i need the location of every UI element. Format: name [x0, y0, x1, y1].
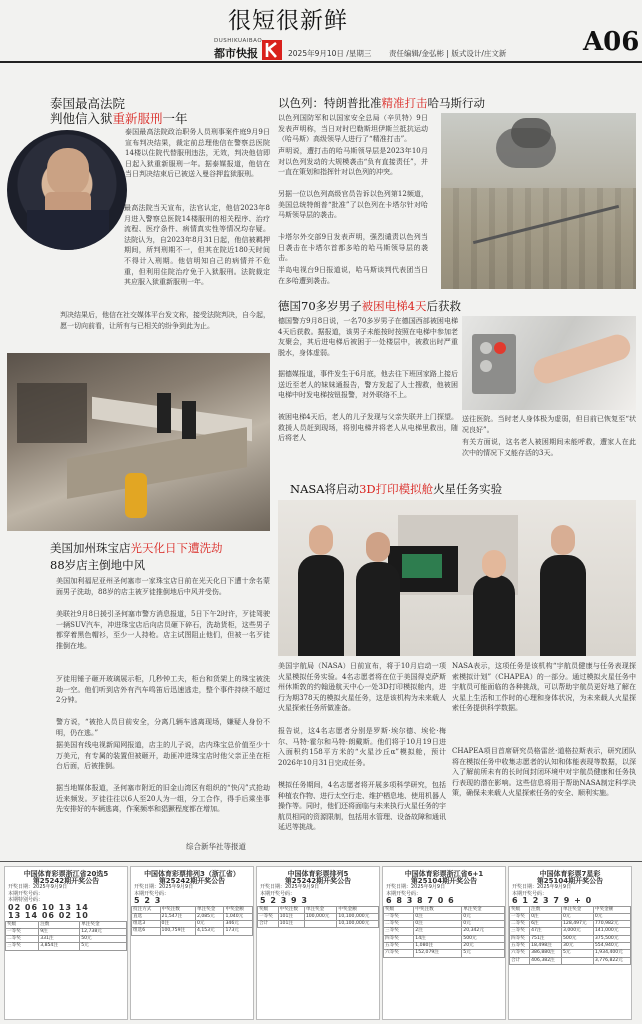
table-cell: 10,100,000元: [337, 913, 379, 920]
lottery-table: [5, 921, 127, 951]
thailand-p3: 判决结果后，他信在社交媒体平台发文称，接受法院判决，自今起，愿一切向前看，让所有与已相关的纷争到此为止。: [60, 311, 270, 330]
table-cell: 21,547注: [160, 913, 195, 920]
elevator-photo: [462, 316, 636, 410]
table-cell: 六等奖: [510, 950, 530, 957]
table-cell: 2,085元: [195, 913, 224, 920]
table-row: [132, 913, 253, 920]
thailand-headline-hl: 重新服刑: [112, 111, 163, 126]
lottery-line: 本期开奖号码：: [134, 890, 170, 897]
table-cell: 三等奖: [510, 928, 530, 935]
table-cell: 二等奖: [384, 921, 414, 928]
table-cell: 0注: [414, 913, 462, 920]
table-cell: 5元: [80, 943, 127, 950]
lottery-line: 本期开奖号码：: [512, 890, 548, 897]
table-cell: 奖级: [510, 906, 530, 913]
israel-headline-post: 哈马斯行动: [427, 96, 485, 110]
california-headline-pre: 美国加州珠宝店: [50, 541, 131, 555]
table-cell: 奖级: [258, 906, 279, 913]
table-cell: 1,080注: [414, 942, 462, 949]
table-cell: 四等奖: [510, 935, 530, 942]
lottery-line: 开奖日期：2025年9月9日: [386, 884, 446, 890]
table-cell: 406,382注: [530, 957, 562, 964]
lottery-heading: 中国体育彩票排列5: [287, 870, 349, 878]
germany-p4: 送往医院。当时老人身体极为虚弱，但目前已恢复至“状况良好”。: [462, 415, 636, 434]
nasa-p1: 美国宇航局（NASA）日前宣布，将于10月启动一项火星模拟任务实验。4名志愿者将在位于美国得克萨斯州休斯敦的约翰逊航天中心一处3D打印模拟舱内，进行为期378天的模拟火星任务，这是该机构为未来载人火星探索任务所做准备。: [278, 662, 446, 713]
table-cell: 注数: [39, 921, 80, 928]
israel-p2: 声明说，遭打击的哈马斯领导层是2023年10月对以色列发动的大规模袭击“负有直接责任”，并一直在策划和指挥针对以色列的冲突。: [278, 147, 428, 177]
table-cell: 5元: [462, 950, 505, 957]
table-cell: 二等奖: [510, 921, 530, 928]
table-cell: 奖级: [384, 906, 414, 913]
table-cell: 1,934,400元: [593, 950, 630, 957]
california-headline-2: 88岁店主倒地中风: [50, 558, 146, 572]
table-cell: 0注: [160, 921, 195, 928]
table-cell: 单注奖金: [462, 906, 505, 913]
table-cell: 中奖注数: [414, 906, 462, 913]
table-row: [6, 921, 127, 928]
lottery-numbers: 5 2 3 9 3: [260, 896, 308, 905]
lottery-table: [509, 906, 631, 965]
lottery-numbers: 5 2 3: [134, 896, 162, 905]
nasa-headline: [290, 481, 502, 497]
lottery-box: [256, 866, 380, 1020]
nasa-crew-photo: [278, 500, 636, 656]
table-cell: 375,500元: [593, 935, 630, 942]
table-cell: 10,100,000元: [337, 921, 379, 928]
table-row: [510, 942, 631, 949]
lottery-box: [4, 866, 128, 1020]
table-row: [384, 928, 505, 935]
table-row: [258, 906, 379, 913]
table-row: [6, 936, 127, 943]
lottery-box: [130, 866, 254, 1020]
germany-p1: 德国警方9月8日说，一名70多岁男子在德国西部被困电梯4天后获救。据报道，该男子未能按时按照在电梯中参加老友聚会，其后进电梯后被困于一处楼层中，被救出时严重脱水，身体虚弱。: [278, 317, 458, 357]
table-cell: 18,498注: [530, 942, 562, 949]
table-cell: 47注: [530, 928, 562, 935]
table-cell: 投注方式: [132, 906, 161, 913]
table-cell: 一等奖: [510, 913, 530, 920]
header-rule: [0, 61, 642, 63]
germany-headline-pre: 德国70多岁男子: [278, 299, 362, 313]
california-headline-hl: 光天化日下遭洗劫: [130, 541, 223, 555]
table-cell: 0元: [561, 913, 593, 920]
table-cell: 中奖金额: [337, 906, 379, 913]
nasa-headline-hl: 3D打印模拟舱: [359, 482, 434, 496]
table-row: [258, 913, 379, 920]
table-cell: 0注: [414, 921, 462, 928]
credit-line: 综合新华社等报道: [186, 842, 246, 851]
table-cell: 3,776,822元: [593, 957, 630, 964]
lottery-table: [383, 906, 505, 958]
table-row: [384, 942, 505, 949]
table-cell: 173元: [224, 928, 253, 935]
lottery-subheading: 第25242期开奖公告: [158, 876, 226, 885]
table-cell: 三等奖: [384, 928, 414, 935]
israel-p1: 以色列国防军和以国家安全总局（辛贝特）9日发表声明称，当日对时巴勒斯坦伊斯兰抵抗运动（哈马斯）高级领导人进行了“精准打击”。: [278, 114, 428, 144]
table-cell: 组选6: [132, 928, 161, 935]
lottery-line: 本期开奖号码：: [386, 890, 422, 897]
table-cell: 12,738元: [80, 928, 127, 935]
brand-pinyin: DUSHIKUAIBAO: [214, 38, 263, 44]
table-cell: 单注奖金: [80, 921, 127, 928]
lottery-line: 开奖日期：2025年9月9日: [134, 884, 194, 890]
table-cell: 4,153元: [195, 928, 224, 935]
lottery-heading: 中国体育彩票7星彩: [539, 870, 601, 878]
lottery-table: [131, 906, 253, 936]
thailand-headline-2: [50, 109, 188, 127]
table-cell: 100,000元: [304, 913, 337, 920]
table-cell: 0元: [593, 913, 630, 920]
table-row: [384, 906, 505, 913]
nasa-p3: 模拟任务期间，4名志愿者将开展多项科学研究，包括种植农作物、进行太空行走、维护栖息地、使用机器人操作等。同时，他们还将面临与未来执行火星任务的宇航员相同的资源限制，包括用水管理、设备故障和通讯延迟等挑战。: [278, 781, 446, 832]
thailand-p1: 泰国最高法院政治职务人员刑事案件庭9月9日宣布判决结果，裁定前总理他信在警察总医院14楼以住院代替服刑违法，无效，判决他信即日起入狱重新服刑一年。据泰媒报道，他信在当日判决结束后已被送入曼谷押监狱服刑。: [125, 128, 270, 179]
lottery-heading: 中国体育彩票浙江省6+1: [404, 870, 484, 878]
table-cell: 770,982元: [593, 921, 630, 928]
israel-headline: [278, 95, 485, 111]
jewelry-store-photo: [7, 353, 270, 531]
table-cell: 30元: [561, 942, 593, 949]
california-p5: 据美国有线电视新闻网报道，店主的儿子说，店内珠宝总价值至少十万美元，有专属的装置但被砸开，劫匪冲进珠宝店时他父亲正坐在柜台后面，后被推倒。: [56, 741, 270, 771]
lottery-line: 开奖日期：2025年9月9日: [260, 884, 320, 890]
table-cell: 128,497元: [561, 921, 593, 928]
lottery-line: 本期开奖号码：: [8, 890, 44, 897]
table-cell: 0元: [462, 921, 505, 928]
table-cell: 20,342元: [462, 928, 505, 935]
lottery-line: 开奖日期：2025年9月9日: [512, 884, 572, 890]
table-cell: 直选: [132, 913, 161, 920]
germany-p5: 有关方面说，这名老人被困期间未能呼救，遭家人在此次中的情况下又能存活的3天。: [462, 438, 636, 457]
table-row: [510, 957, 631, 964]
table-cell: 101注: [278, 921, 304, 928]
lottery-heading: 中国体育彩票浙江省20选5: [23, 870, 109, 878]
lottery-line: 本期特别号码：: [8, 897, 44, 903]
lottery-line: 本期开奖号码：: [260, 890, 296, 897]
table-cell: 101注: [278, 913, 304, 920]
table-cell: 六等奖: [384, 950, 414, 957]
table-cell: 一等奖: [384, 913, 414, 920]
table-row: [132, 928, 253, 935]
germany-headline: [278, 298, 461, 314]
table-cell: 单注奖金: [561, 906, 593, 913]
thailand-headline-pre: 判他信入狱: [50, 111, 113, 126]
table-row: [6, 928, 127, 935]
lottery-heading: 中国体育彩票排列3（浙江省）: [144, 870, 240, 878]
california-p3: 歹徒用锤子砸开玻璃展示柜，几秒钟工夫，柜台和货架上的珠宝被洗劫一空。他们听到店外有汽车鸣笛后迅速逃走，整个事件持续不超过2分钟。: [56, 675, 270, 705]
table-cell: 386,880注: [530, 950, 562, 957]
table-cell: 3,000元: [561, 928, 593, 935]
editors: 责任编辑/金弘彬 | 版式设计/庄文新: [389, 49, 507, 58]
table-cell: 9注: [39, 928, 80, 935]
table-cell: 554,940元: [593, 942, 630, 949]
table-cell: 五等奖: [384, 942, 414, 949]
thailand-p2: 最高法院当天宣布，法官认定，他信2023年8月进入警察总医院14楼服刑的相关程序、治疗流程、医疗条件、病情真实性等情况均存疑。法院认为，自2023年8月31日起，他信被羁押期间，所判刑期不一，但其在院近180天时间不得计入刑期。他信明知自己的病情并不危重，但利用住院治疗免于入狱服刑。法院裁定其应服入狱重新服刑一年。: [124, 204, 270, 287]
page-number: A06: [583, 27, 640, 57]
table-cell: 50元: [80, 936, 127, 943]
lottery-subheading: 第25242期开奖公告: [284, 876, 352, 885]
table-cell: 346元: [224, 921, 253, 928]
lottery-subheading: 第25104期开奖公告: [410, 876, 478, 885]
dateline: 2025年9月10日 /星期三: [288, 49, 372, 58]
brand-name: 都市快报: [214, 47, 258, 60]
table-cell: 751注: [530, 935, 562, 942]
brand-logo-icon: [262, 40, 282, 60]
table-cell: 152,079注: [414, 950, 462, 957]
table-cell: 3,854注: [39, 943, 80, 950]
table-cell: 中奖金额: [224, 906, 253, 913]
table-cell: 500元: [561, 935, 593, 942]
table-cell: 0注: [530, 913, 562, 920]
doha-strike-photo: [441, 113, 636, 289]
california-headline-1: [50, 540, 223, 556]
california-p1: 美国加利福尼亚州圣何塞市一家珠宝店日前在光天化日下遭十余名蒙面男子洗劫，88岁的店主被歹徒推倒地后中风并受伤。: [56, 577, 270, 596]
table-cell: 单注奖金: [304, 906, 337, 913]
table-cell: 中奖注数: [160, 906, 195, 913]
table-row: [132, 906, 253, 913]
table-cell: 331注: [39, 936, 80, 943]
lottery-box: [382, 866, 506, 1020]
table-cell: 中奖注数: [278, 906, 304, 913]
table-row: [510, 913, 631, 920]
nasa-p4: NASA表示，这项任务是该机构“宇航员健康与任务表现探索模拟计划”（CHAPEA）的一部分。通过模拟火星任务中宇航员可能面临的各种挑战，可以帮助宇航员更好地了解在火星上生活和工作时的心理和身体状况，为未来载人火星探索任务提供科学数据。: [452, 662, 636, 713]
germany-p2: 据德媒报道，事件发生于6月底，他去往下班回家路上接后送近至老人的妹妹通报告，警方发起了人士搜救，他被困电梯中时发电梯按钮报警，对外联络不上。: [278, 370, 458, 400]
table-cell: 注数: [530, 906, 562, 913]
table-cell: 奖级: [6, 921, 39, 928]
israel-p3: 另据一位以色列高级官员告诉以色列第12频道，美国总统特朗普“批准”了以色列在卡塔尔针对哈马斯领导层的袭击。: [278, 190, 428, 220]
table-cell: 三等奖: [6, 943, 39, 950]
israel-p4: 卡塔尔外交部9日发表声明，强烈谴责以色列当日袭击在卡塔尔首都多哈的哈马斯领导层的袭击。: [278, 233, 428, 263]
table-cell: 5元: [561, 950, 593, 957]
table-row: [510, 921, 631, 928]
table-cell: 合计: [258, 921, 279, 928]
table-cell: 一等奖: [258, 913, 279, 920]
table-cell: 中奖金额: [593, 906, 630, 913]
nasa-headline-pre: NASA将启动: [290, 482, 360, 496]
california-p4: 警方说，“被抢人员目前安全，分离几辆车逃离现场，嫌疑人身份不明，仍在逃。”: [56, 718, 270, 737]
table-row: [510, 950, 631, 957]
table-row: [6, 943, 127, 950]
table-cell: 2注: [414, 928, 462, 935]
table-cell: [304, 921, 337, 928]
california-p6: 据当地媒体报道，圣何塞市附近的旧金山湾区有组织的“快闪”式抢劫近来频发。歹徒往往以6人至20人为一组，分工合作，得手后乘坐事先安排好的车辆逃离，作案频率和猖獗程度都在增加。: [56, 784, 270, 814]
california-p2: 美联社9月8日援引圣何塞市警方消息报道，5日下午2时许，歹徒驾驶一辆SUV汽车，冲进珠宝店后向店员砸下碎石，洗劫货柜，这些男子都穿着黑色帽衫，至少一人持枪。店主试图阻止他们，但被一名歹徒推倒在地。: [56, 610, 270, 650]
table-row: [384, 913, 505, 920]
table-cell: 二等奖: [6, 936, 39, 943]
table-cell: 0元: [462, 913, 505, 920]
table-row: [384, 935, 505, 942]
thailand-headline-post: 一年: [162, 111, 188, 126]
table-cell: 6注: [530, 921, 562, 928]
table-row: [510, 928, 631, 935]
lottery-line: 开奖日期：2025年9月9日: [8, 884, 68, 890]
nasa-p5: CHAPEA项目首席研究员格雷丝·道格拉斯表示，研究团队将在模拟任务中收集志愿者的认知和体能表现等数据，以深入了解前所未有的长时间封闭环境中对宇航员健康和任务执行表现的潜在影响。这些信息将用于帮助NASA制定科学决策，确保未来载人火星探索任务的安全、顺利实施。: [452, 747, 636, 798]
table-cell: 单注奖金: [195, 906, 224, 913]
lottery-divider: [0, 861, 642, 862]
thailand-headline-1: 泰国最高法院: [50, 96, 126, 111]
table-cell: 20元: [462, 942, 505, 949]
lottery-subheading: 第25104期开奖公告: [536, 876, 604, 885]
israel-p5: 半岛电视台9日报道说，哈马斯谈判代表团当日在多哈遭到袭击。: [278, 266, 428, 285]
table-row: [132, 921, 253, 928]
table-cell: 合计: [510, 957, 530, 964]
table-cell: 一等奖: [6, 928, 39, 935]
lottery-subheading: 第25242期开奖公告: [32, 876, 100, 885]
israel-headline-hl: 精准打击: [381, 96, 428, 110]
lottery-numbers: 6 1 2 3 7 9 + 0: [512, 896, 593, 905]
lottery-box: [508, 866, 632, 1020]
germany-headline-post: 后获救: [426, 299, 461, 313]
table-row: [510, 935, 631, 942]
nasa-headline-post: 火星任务实验: [433, 482, 503, 496]
table-cell: 1,040元: [224, 913, 253, 920]
germany-p3: 被困电梯4天后，老人的儿子发现与父亲失联并上门探望。救援人员赶到现场，将别电梯并将老人从电梯里救出，随后将老人: [278, 413, 458, 443]
table-cell: 0元: [195, 921, 224, 928]
table-cell: 五等奖: [510, 942, 530, 949]
table-cell: 100,759注: [160, 928, 195, 935]
table-cell: 组选3: [132, 921, 161, 928]
nasa-p2: 报告说，这4名志愿者分别是罗斯·埃尔德、埃伦·梅尔、马特·霍尔和马特·朗戴斯。他们将于10月19日进入面积约158平方米的“火星沙丘α”模拟舱，预计2026年10月31日完成任务。: [278, 727, 446, 767]
table-row: [510, 906, 631, 913]
table-row: [258, 921, 379, 928]
table-cell: 四等奖: [384, 935, 414, 942]
table-cell: 500元: [462, 935, 505, 942]
lottery-numbers: 6 8 3 8 7 0 6: [386, 896, 455, 905]
lottery-numbers: 02 06 10 13 14: [8, 902, 89, 912]
table-cell: 141,000元: [593, 928, 630, 935]
section-title: 很短很新鲜: [228, 8, 348, 34]
table-row: [384, 950, 505, 957]
lottery-numbers-2: 13 14 06 02 10: [8, 911, 89, 920]
table-cell: [561, 957, 593, 964]
table-row: [384, 921, 505, 928]
lottery-table: [257, 906, 379, 929]
table-cell: 14注: [414, 935, 462, 942]
germany-headline-hl: 被困电梯4天: [361, 299, 427, 313]
israel-headline-pre: 以色列：特朗普批准: [278, 96, 382, 110]
